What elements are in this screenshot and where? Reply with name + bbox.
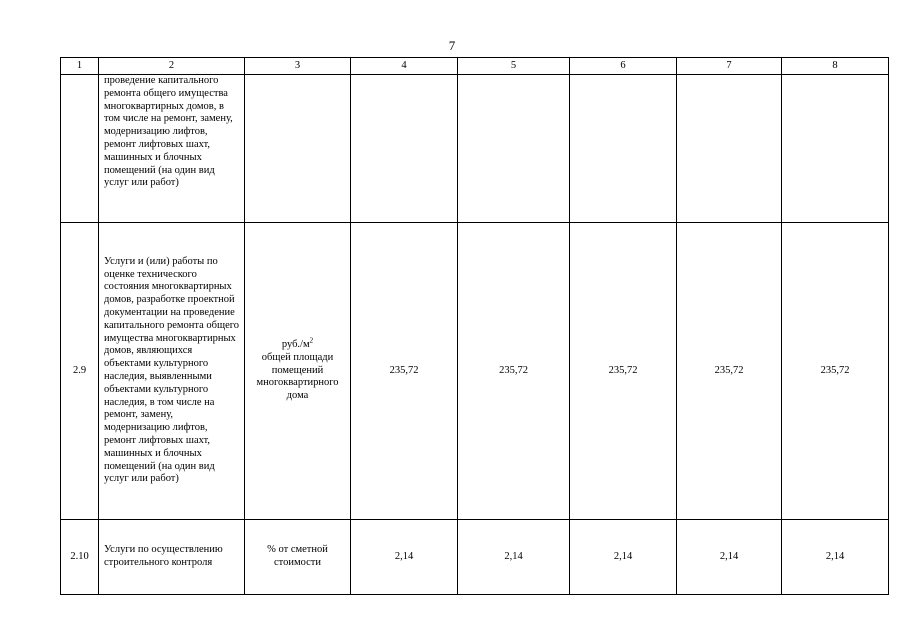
column-header: 4 <box>351 58 458 75</box>
value-cell <box>782 75 889 223</box>
table-row <box>61 520 889 595</box>
value-cell: 2,14 <box>570 520 677 595</box>
table-row <box>61 75 889 223</box>
page-number: 7 <box>448 38 456 53</box>
value-cell: 2,14 <box>782 520 889 595</box>
column-header: 2 <box>99 58 245 75</box>
value-cell: 235,72 <box>570 223 677 520</box>
column-header: 3 <box>245 58 351 75</box>
table-header-row <box>61 58 889 75</box>
row-unit <box>245 75 351 223</box>
column-header: 8 <box>782 58 889 75</box>
row-description: проведение капитального ремонта общего имущества многоквартирных домов, в том числе на ремонт, замену, модернизацию лифтов, ремонт лифтовых шахт, машинных и блочных помещений (на один вид услуг или работ) <box>99 75 245 223</box>
rates-table <box>60 57 889 595</box>
value-cell <box>677 75 782 223</box>
row-description: Услуги по осуществлению строительного контроля <box>99 520 245 595</box>
value-cell <box>351 75 458 223</box>
row-description: Услуги и (или) работы по оценке технического состояния многоквартирных домов, разработке проектной документации на проведение капитального ремонта общего имущества многоквартирных домов, являющихся объектами культурного наследия, выявленными объектами культурного наследия, в том числе на ремонт, замену, модернизацию лифтов, ремонт лифтовых шахт, машинных и блочных помещений (на один вид услуг или работ) <box>99 223 245 520</box>
value-cell <box>570 75 677 223</box>
unit-superscript: 2 <box>309 336 314 345</box>
value-cell: 235,72 <box>782 223 889 520</box>
value-cell: 235,72 <box>458 223 570 520</box>
column-header: 5 <box>458 58 570 75</box>
row-number: 2.9 <box>61 223 99 520</box>
column-header: 7 <box>677 58 782 75</box>
value-cell: 235,72 <box>677 223 782 520</box>
row-unit <box>245 223 351 520</box>
value-cell: 2,14 <box>677 520 782 595</box>
unit-rest-text: общей площади помещений многоквартирного дома <box>256 351 339 402</box>
column-header: 6 <box>570 58 677 75</box>
value-cell <box>458 75 570 223</box>
unit-main-text: руб./м <box>281 339 310 350</box>
value-cell: 2,14 <box>351 520 458 595</box>
row-number <box>61 75 99 223</box>
row-unit: % от сметной стоимости <box>245 520 351 595</box>
row-number: 2.10 <box>61 520 99 595</box>
column-header: 1 <box>61 58 99 75</box>
table-row <box>61 223 889 520</box>
value-cell: 235,72 <box>351 223 458 520</box>
value-cell: 2,14 <box>458 520 570 595</box>
